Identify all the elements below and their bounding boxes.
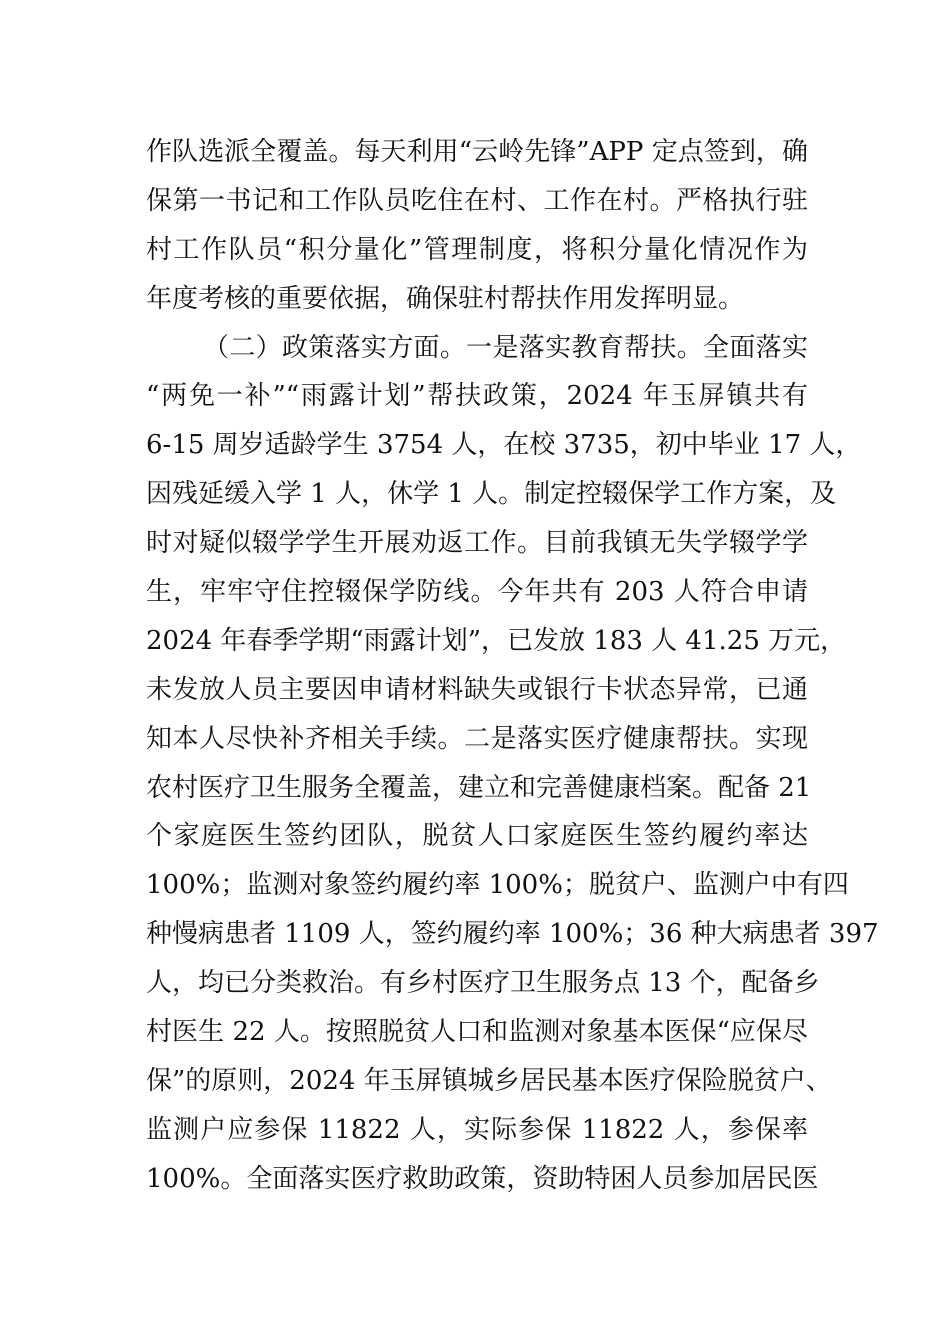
- text-line: 监测户应参保 11822 人，实际参保 11822 人，参保率: [146, 1114, 808, 1145]
- text-line: 农村医疗卫生服务全覆盖，建立和完善健康档案。配备 21: [146, 772, 812, 803]
- text-line: 人，均已分类救治。有乡村医疗卫生服务点 13 个，配备乡: [146, 968, 820, 999]
- text-line: 6-15 周岁适龄学生 3754 人，在校 3735，初中毕业 17 人，: [146, 430, 862, 461]
- text-line: 生，牢牢守住控辍保学防线。今年共有 203 人符合申请: [146, 577, 808, 608]
- text-line: 个家庭医生签约团队，脱贫人口家庭医生签约履约率达: [146, 821, 808, 852]
- text-line: 2024 年春季学期“雨露计划”，已发放 183 人 41.25 万元，: [146, 625, 847, 656]
- text-line-paragraph-start: （二）政策落实方面。一是落实教育帮扶。全面落实: [203, 332, 808, 363]
- text-line: 村医生 22 人。按照脱贫人口和监测对象基本医保“应保尽: [146, 1017, 808, 1048]
- text-line: 保”的原则，2024 年玉屏镇城乡居民基本医疗保险脱贫户、: [146, 1065, 832, 1096]
- text-line: 保第一书记和工作队员吃住在村、工作在村。严格执行驻: [146, 185, 808, 216]
- text-line: 因残延缓入学 1 人，休学 1 人。制定控辍保学工作方案，及: [146, 479, 837, 510]
- text-line: “两免一补”“雨露计划”帮扶政策，2024 年玉屏镇共有: [146, 381, 808, 412]
- text-line: 100%。全面落实医疗救助政策，资助特困人员参加居民医: [146, 1163, 819, 1194]
- body-text: [146, 128, 879, 1204]
- text-line: 100%；监测对象签约履约率 100%；脱贫户、监测户中有四: [146, 870, 849, 901]
- text-line: 种慢病患者 1109 人，签约履约率 100%；36 种大病患者 397: [146, 919, 879, 950]
- text-line: 时对疑似辍学学生开展劝返工作。目前我镇无失学辍学学: [146, 528, 808, 559]
- text-line: 未发放人员主要因申请材料缺失或银行卡状态异常，已通: [146, 674, 808, 705]
- text-line: 年度考核的重要依据，确保驻村帮扶作用发挥明显。: [146, 283, 745, 314]
- text-line: 作队选派全覆盖。每天利用“云岭先锋”APP 定点签到，确: [146, 137, 808, 167]
- text-line: 村工作队员“积分量化”管理制度，将积分量化情况作为: [146, 234, 808, 265]
- text-line: 知本人尽快补齐相关手续。二是落实医疗健康帮扶。实现: [146, 723, 808, 754]
